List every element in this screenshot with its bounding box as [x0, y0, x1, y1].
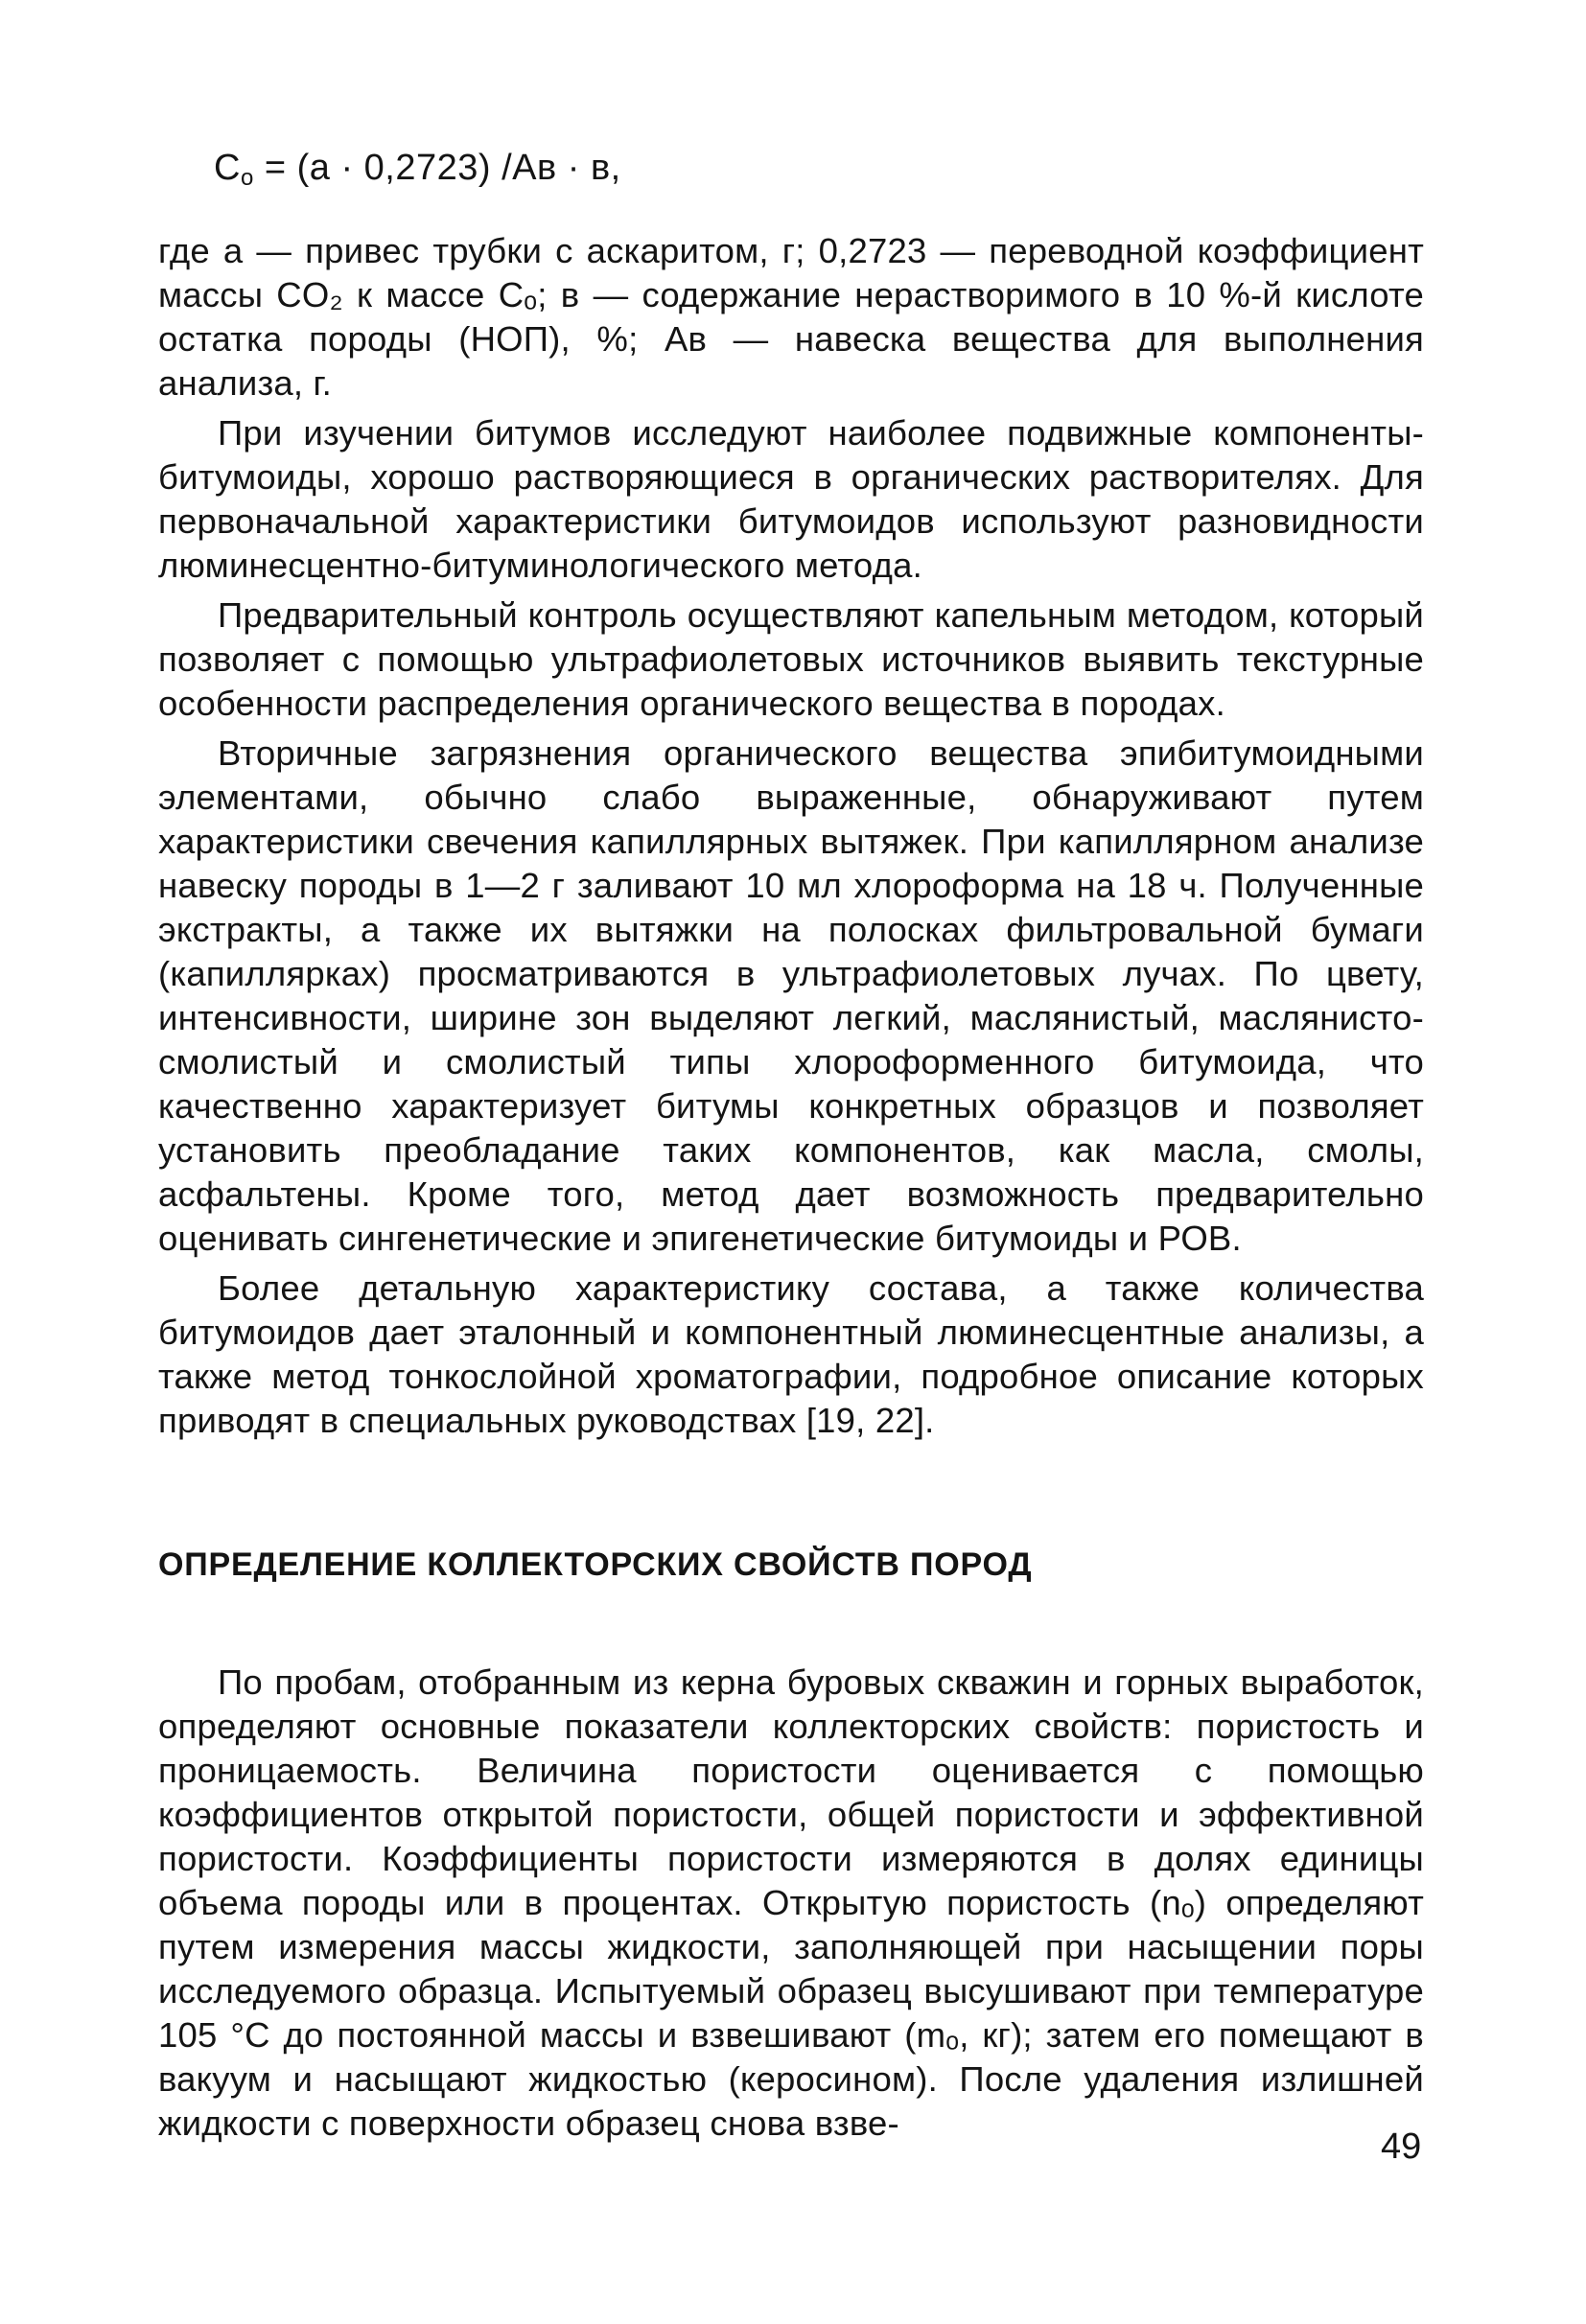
paragraph-detailed-characteristic: Более детальную характеристику состава, а также количества битумоидов дает эталонный и компонентный люминесцентные анализы, а также метод тонкослойной хроматографии, подробное описание которых приводят в специальных руководствах [19, 22].: [158, 1268, 1424, 1440]
page-content: [158, 144, 1424, 2146]
formula-symbol: C: [214, 148, 241, 188]
paragraph-preliminary-control: Предварительный контроль осуществляют капельным методом, который позволяет с помощью ультрафиолетовых источников выявить текстурные особенности распределения органического вещества в породах.: [158, 595, 1424, 723]
formula: [214, 144, 1424, 202]
paragraph-secondary-contamination: Вторичные загрязнения органического вещества эпибитумоидными элементами, обычно слабо выраженные, обнаруживают путем характеристики свечения капиллярных вытяжек. При капиллярном анализе навеску породы в 1—2 г заливают 10 мл хлороформа на 18 ч. Полученные экстракты, а также их вытяжки на полосках фильтровальной бумаги (капиллярках) просматриваются в ультрафиолетовых лучах. По цвету, интенсивности, ширине зон выделяют легкий, маслянистый, маслянисто-смолистый и смолистый типы хлороформенного битумоида, что качественно характеризует битумы конкретных образцов и позволяет установить преобладание таких компонентов, как масла, смолы, асфальтены. Кроме того, метод дает возможность предварительно оценивать сингенетические и эпигенетические битумоиды и РОВ.: [158, 733, 1424, 1258]
paragraph-legend: где а — привес трубки с аскаритом, г; 0,2723 — переводной коэффициент массы CO₂ к массе Cₒ; в — содержание нерастворимого в 10 %-й кислоте остатка породы (НОП), %; Ав — навеска вещества для выполнения анализа, г.: [158, 231, 1424, 403]
formula-expression: = (a · 0,2723) /Ав · в,: [253, 148, 621, 188]
page-number: 49: [1381, 2126, 1422, 2167]
paragraph-collector-properties: По пробам, отобранным из керна буровых скважин и горных выработок, определяют основные показатели коллекторских свойств: пористость и проницаемость. Величина пористости оценивается с помощью коэффициентов открытой пористости, общей пористости и эффективной пористости. Коэффициенты пористости измеряются в долях единицы объема породы или в процентах. Открытую пористость (nₒ) определяют путем измерения массы жидкости, заполняющей при насыщении поры исследуемого образца. Испытуемый образец высушивают при температуре 105 °C до постоянной массы и взвешивают (mₒ, кг); затем его помещают в вакуум и насыщают жидкостью (керосином). После удаления излишней жидкости с поверхности образец снова взве-: [158, 1662, 1424, 2143]
section-heading: ОПРЕДЕЛЕНИЕ КОЛЛЕКТОРСКИХ СВОЙСТВ ПОРОД: [158, 1546, 1033, 1583]
paragraph-bitumen-study: При изучении битумов исследуют наиболее подвижные компоненты-битумоиды, хорошо растворяющиеся в органических растворителях. Для первоначальной характеристики битумоидов используют разновидности люминесцентно-битуминологического метода.: [158, 413, 1424, 585]
formula-subscript: o: [240, 165, 254, 191]
